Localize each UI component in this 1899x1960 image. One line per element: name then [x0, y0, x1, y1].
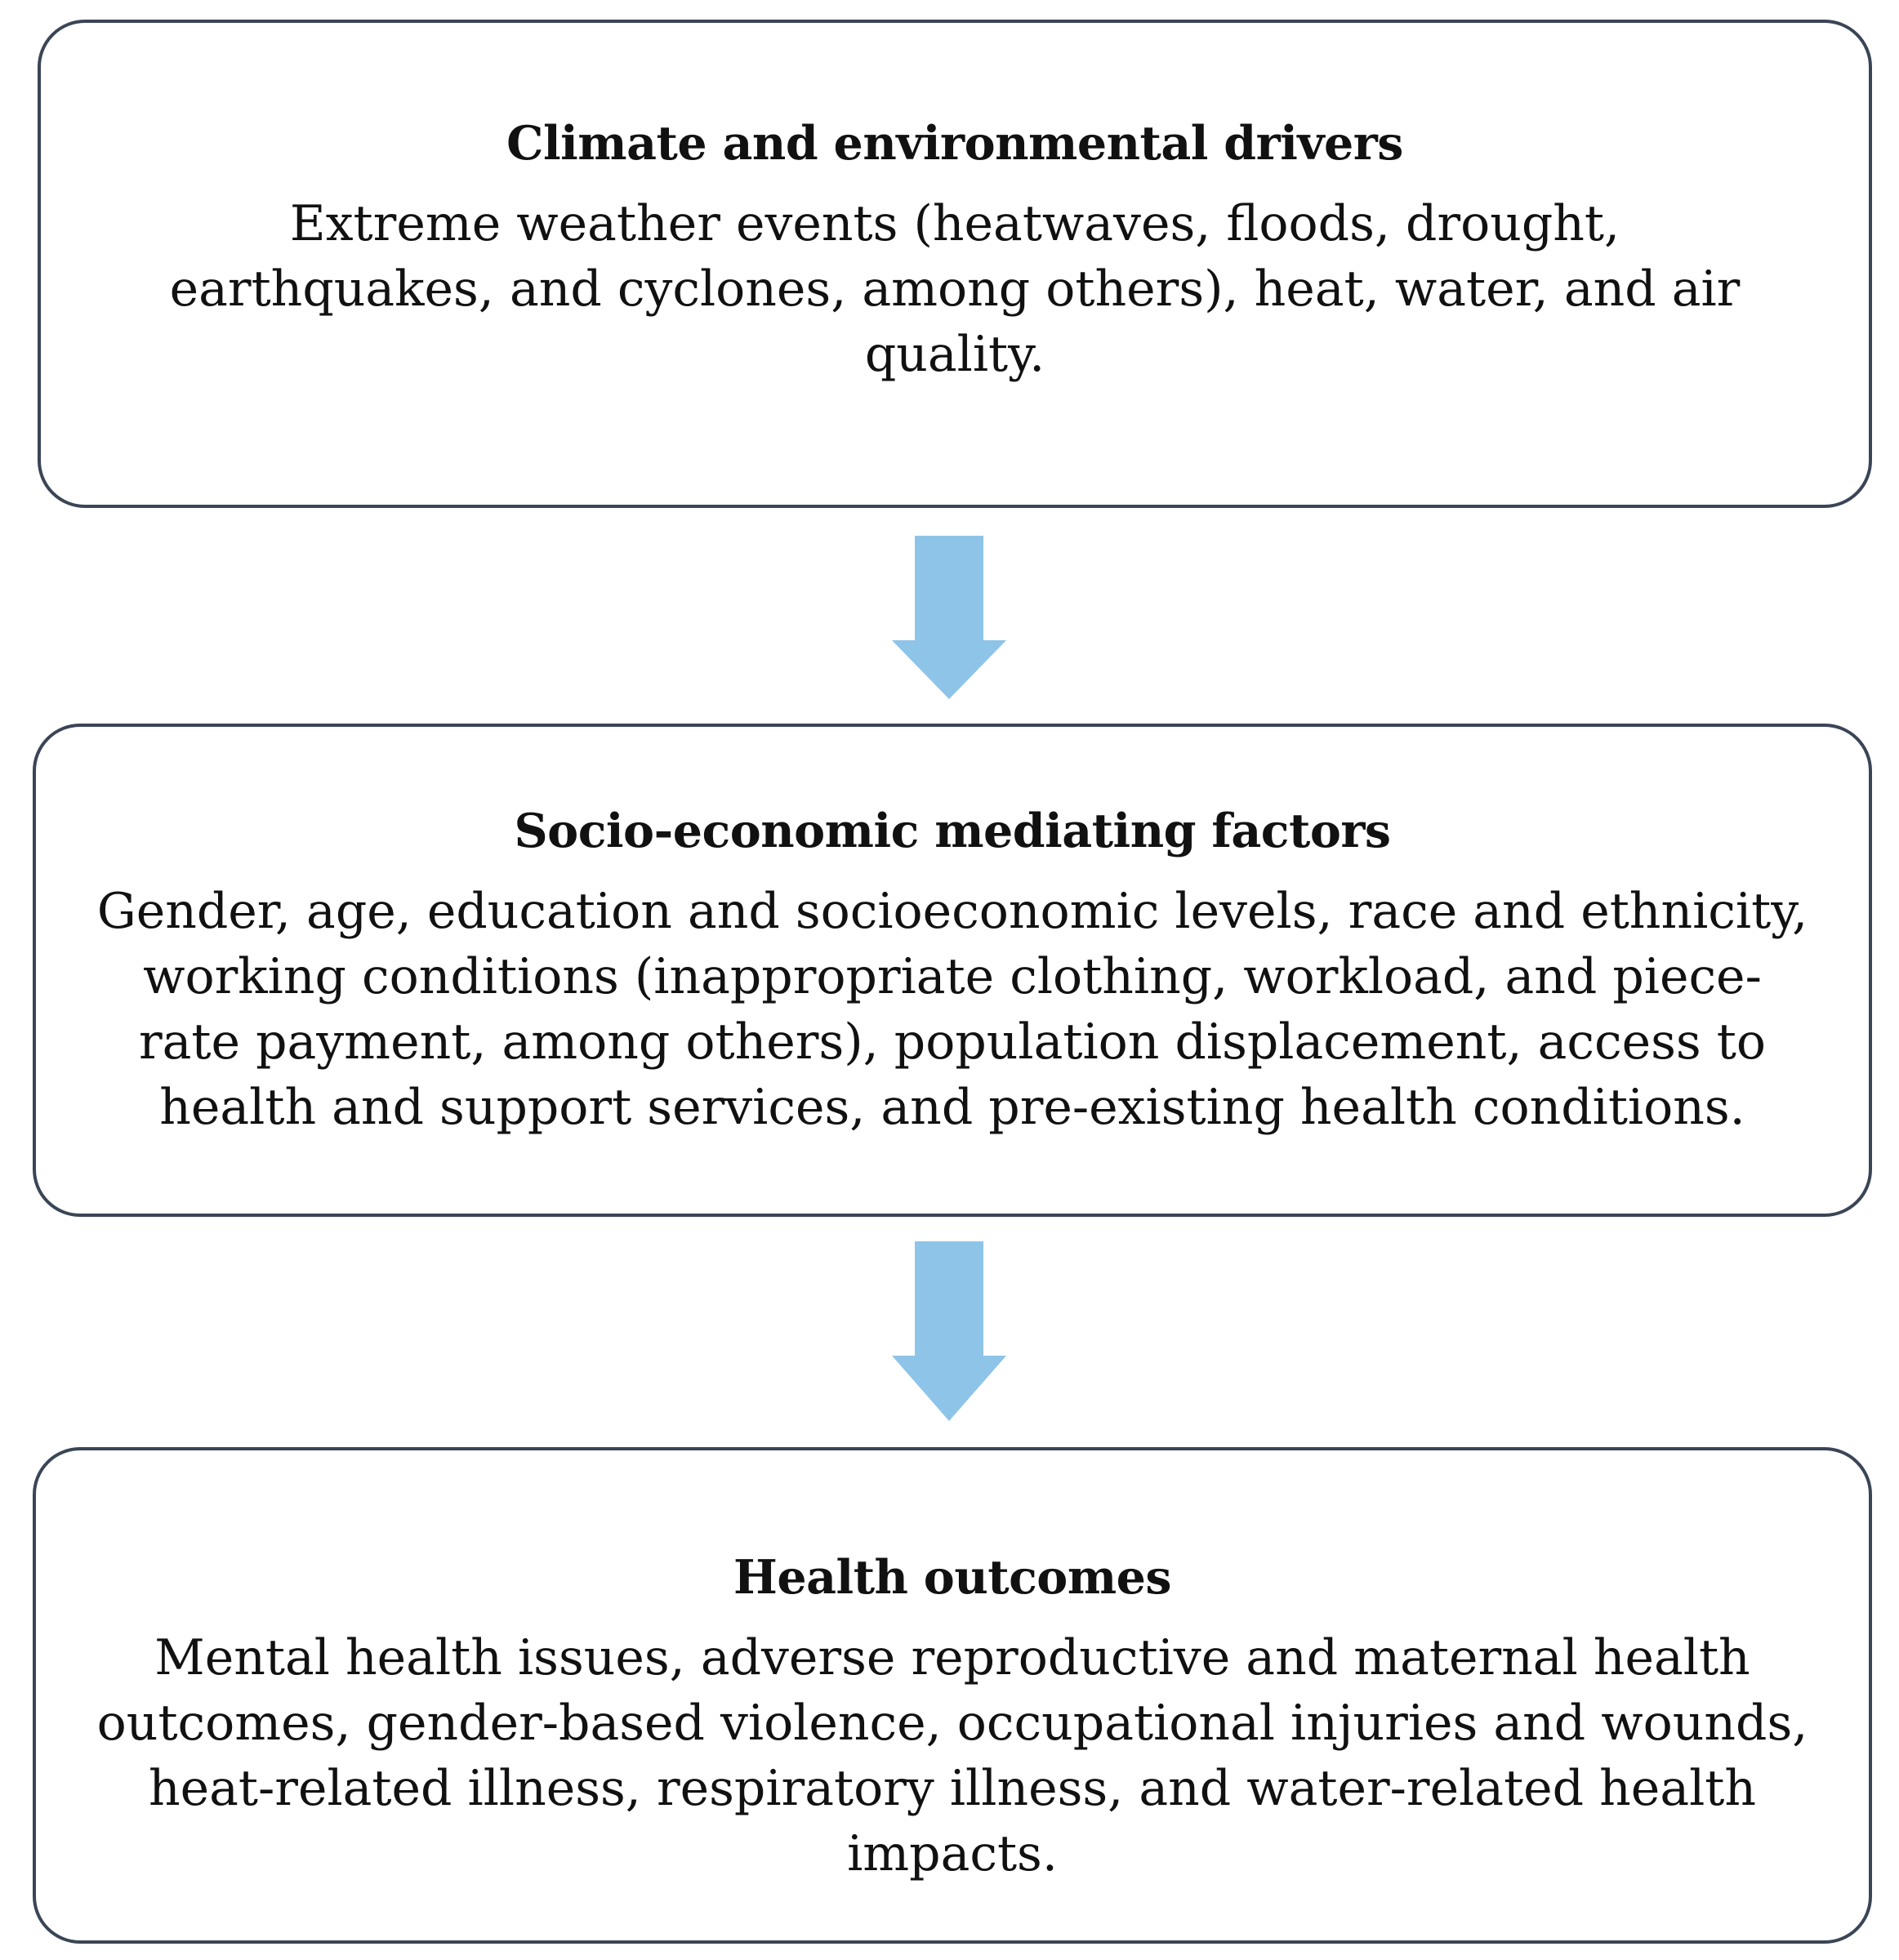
climate-drivers-text: Extreme weather events (heatwaves, floods, drought, earthquakes, and cyclones, among others), heat, water, and air quality.	[169, 195, 1741, 383]
down-arrow-icon	[892, 1241, 1006, 1421]
socio-economic-factors-box	[33, 724, 1872, 1217]
down-arrow-shape	[892, 1241, 1006, 1421]
health-outcomes-box	[33, 1447, 1872, 1944]
health-outcomes-text: Mental health issues, adverse reproductive and maternal health outcomes, gender-based violence, occupational injuries and wounds, heat-related illness, respiratory illness, and water-related health impacts.	[96, 1629, 1808, 1882]
socio-economic-factors-title: Socio-economic mediating factors	[514, 804, 1391, 858]
climate-drivers-box	[38, 20, 1872, 508]
climate-drivers-title: Climate and environmental drivers	[506, 116, 1403, 171]
health-outcomes-title: Health outcomes	[733, 1550, 1171, 1605]
down-arrow-shape	[892, 536, 1006, 699]
socio-economic-factors-text: Gender, age, education and socioeconomic levels, race and ethnicity, working conditions (inappropriate clothing, workload, and piece-rate payment, among others), population displacement, access to health and support services, and pre-existing health conditions.	[96, 883, 1808, 1136]
down-arrow-icon	[892, 536, 1006, 699]
